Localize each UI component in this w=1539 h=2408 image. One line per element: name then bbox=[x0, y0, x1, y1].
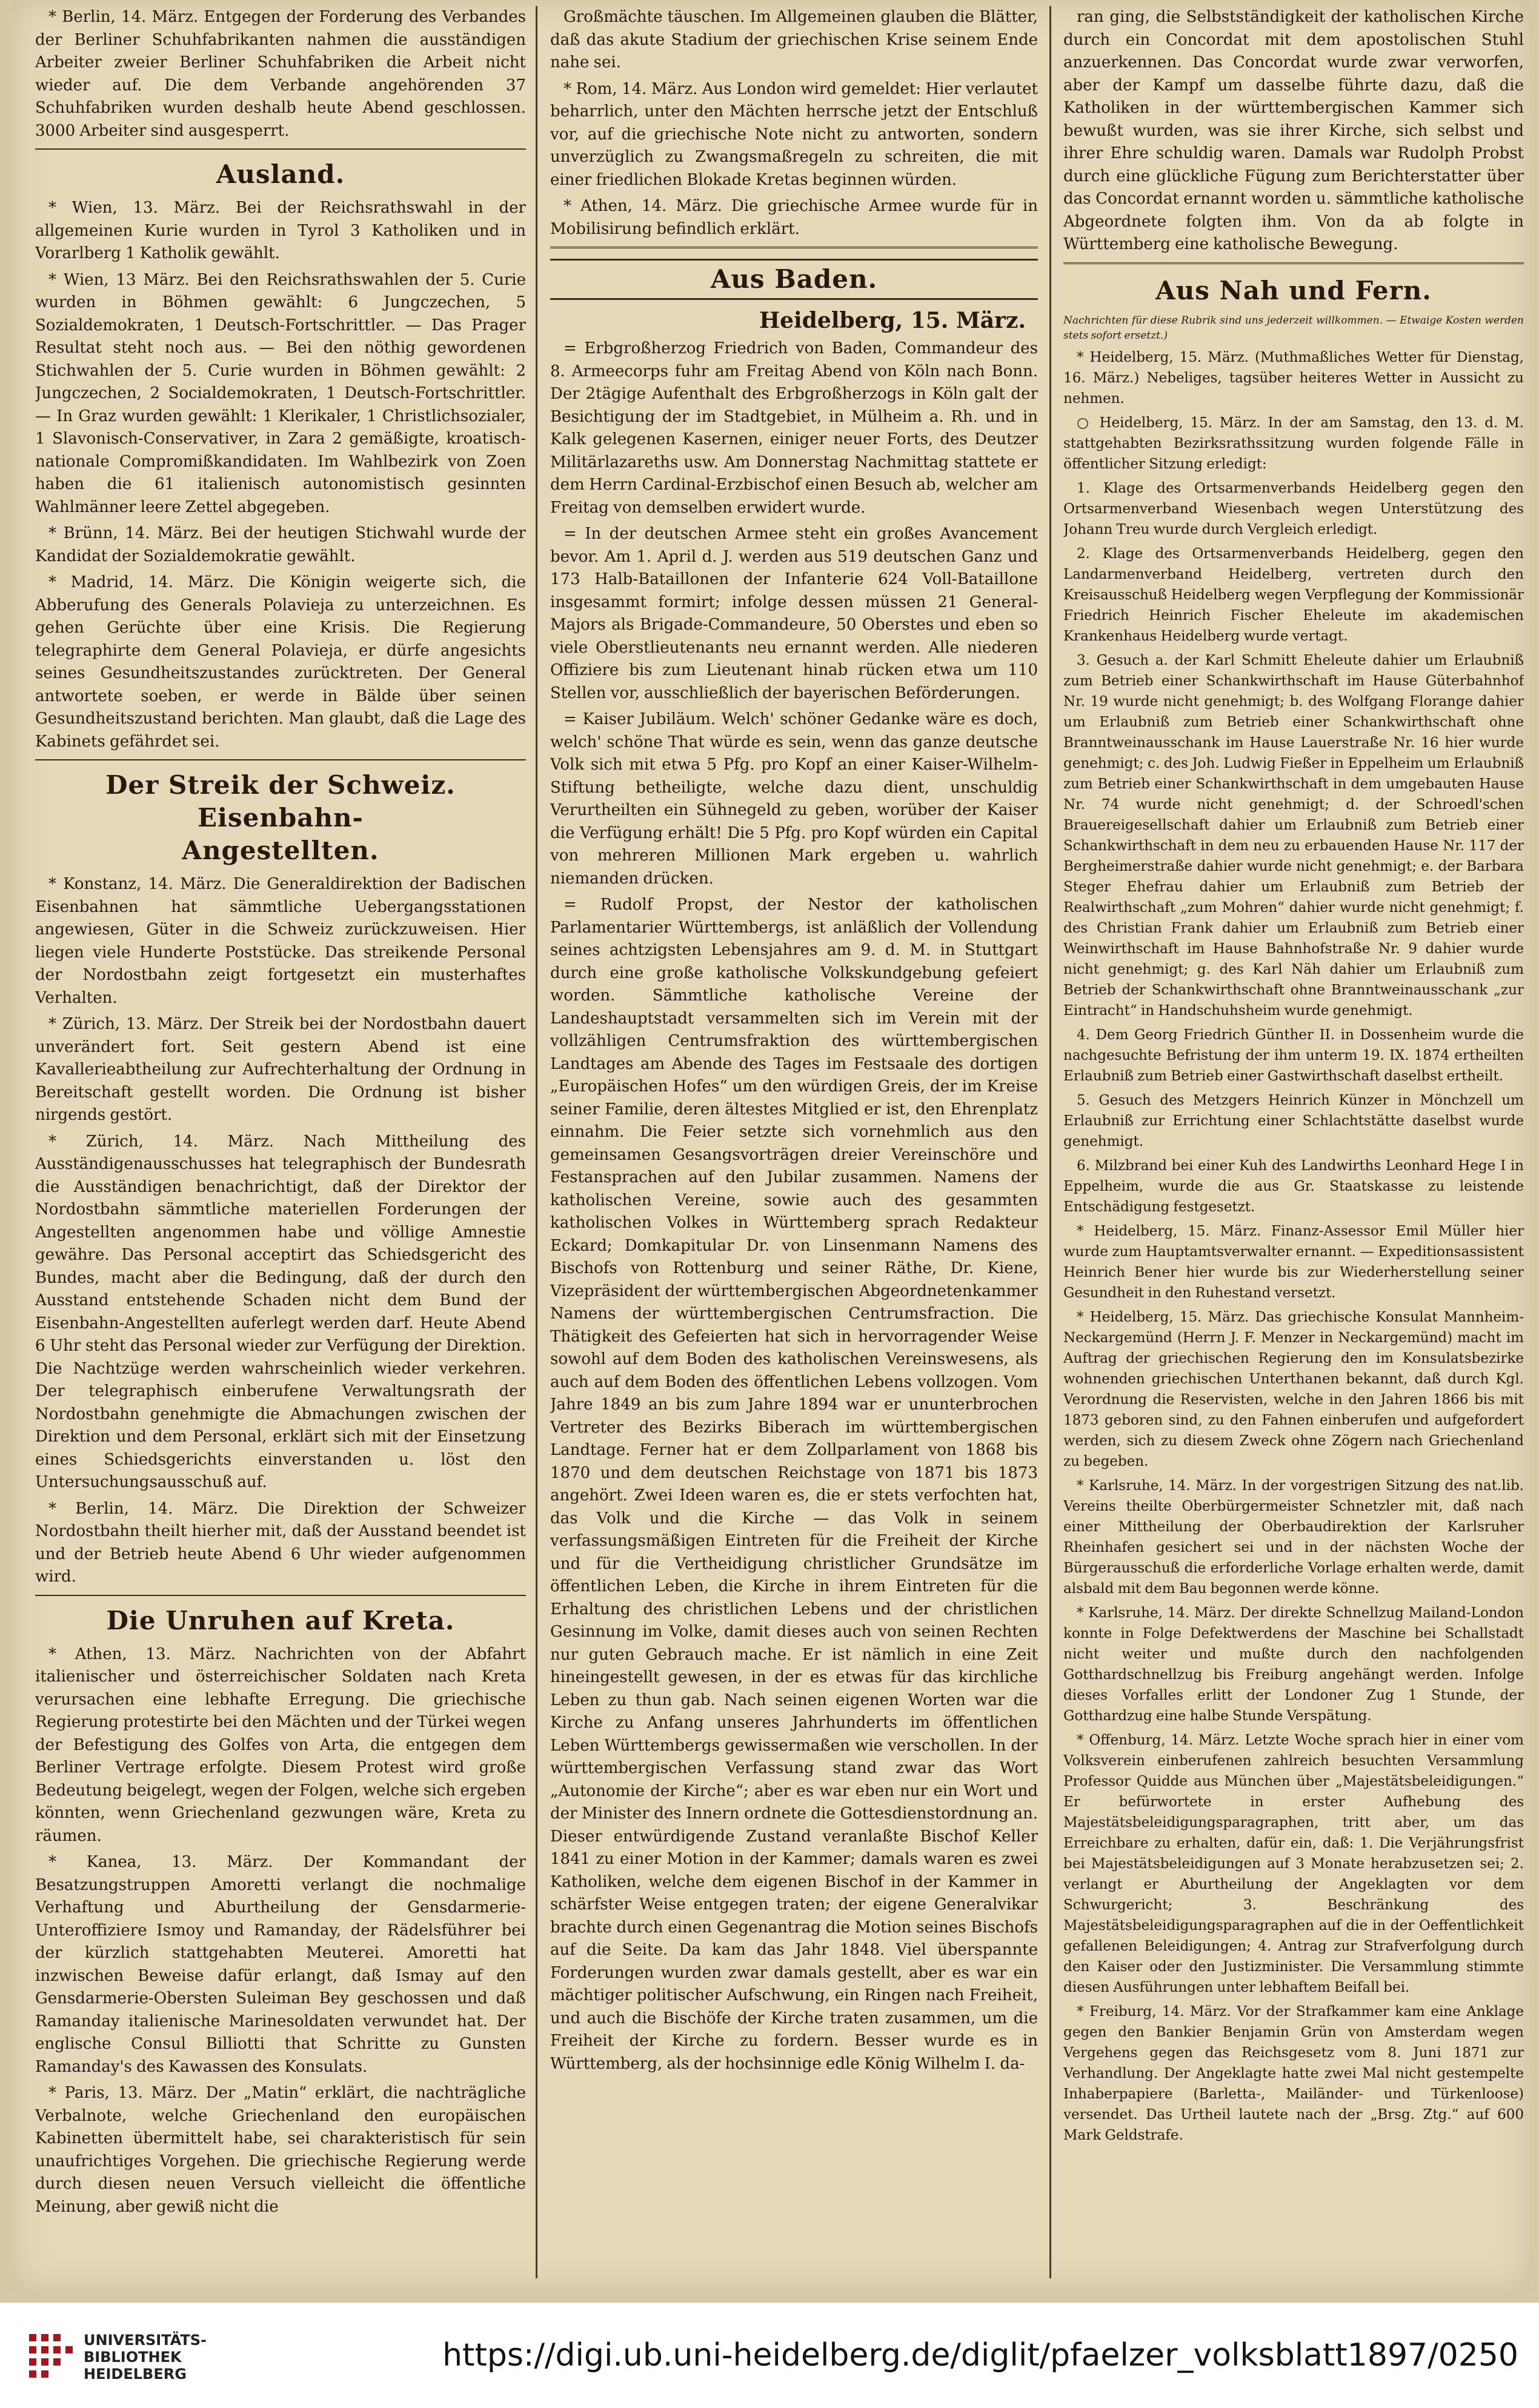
article-paragraph: * Offenburg, 14. März. Letzte Woche sprach hier in einer vom Volksverein einberufenen zahlreich besuchten Versammlung Professor Quidde aus München über „Majestätsbeleidigungen.“ Er befürwortete in erster Aufhebung des Majestätsbeleidigungsparagraphen, tritt aber, um das Erreichbare zu erhalten, dafür ein, daß: 1. Die Verjährungsfrist bei Majestätsbeleidigungen auf 3 Monate herabzusetzen sei; 2. verlangt er Aburtheilung der Angeklagten vor dem Schwurgericht; 3. Beschränkung des Majestätsbeleidigungsparagraphen auf die in der Oeffentlichkeit gefallenen Beleidigungen; 4. Antrag zur Strafverfolgung durch den Kaiser oder den Justizminister. Die Versammlung stimmte diesen Ausführungen unter lebhaftem Beifall bei. bbox=[1063, 1732, 1524, 1995]
heading-line: Der Streik der Schweiz. Eisenbahn- bbox=[105, 770, 456, 833]
article-paragraph: * Heidelberg, 15. März. Das griechische Konsulat Mannheim-Neckargemünd (Herrn J. F. Menzer in Neckargemünd) macht im Auftrag der griechischen Regierung den im Konsulatsbezirke wohnenden griechischen Unterthanen bekannt, daß durch Kgl. Verordnung die Reservisten, welche in den Jahren 1866 bis mit 1873 geboren sind, zu den Fahnen einberufen und aufgefordert werden, sich zu diesem Zweck ohne Zögern nach Griechenland zu begeben. bbox=[1063, 1309, 1524, 1469]
article-paragraph: * Kanea, 13. März. Der Kommandant der Besatzungstruppen Amoretti verlangt die nochmalige Verhaftung und Aburtheilung der Gensdarmerie-Unteroffiziere Ismoy und Ramanday, der Rädelsführer bei der kürzlich stattgehabten Meuterei. Amoretti hat inzwischen Beweise dafür erlangt, daß Ismay auf den Gensdarmerie-Obersten Suleiman Bey geschossen und daß Ramanday italienische Marinesoldaten verwundet hat. Der englische Consul Billiotti that Schritte zu Gunsten Ramanday's des Kawassen des Konsulats. bbox=[35, 1853, 526, 2076]
article-paragraph: * Brünn, 14. März. Bei der heutigen Stichwahl wurde der Kandidat der Sozialdemokratie gewählt. bbox=[35, 524, 526, 565]
column-right bbox=[1063, 6, 1524, 2278]
article-paragraph: * Zürich, 13. März. Der Streik bei der Nordostbahn dauert unverändert fort. Seit gestern Abend ist eine Kavallerieabtheilung zur Aufrechterhaltung der Ordnung in Bereitschaft gestellt worden. Die Ordnung ist bisher nirgends gestört. bbox=[35, 1015, 526, 1124]
editor-note: Nachrichten für diese Rubrik sind uns jederzeit willkommen. — Etwaige Kosten werden stets sofort ersetzt.) bbox=[1063, 314, 1524, 342]
section-divider bbox=[35, 1595, 526, 1596]
heading-line: Angestellten. bbox=[182, 836, 379, 865]
column-left bbox=[35, 6, 526, 2278]
section-divider bbox=[35, 148, 526, 150]
article-paragraph: * Freiburg, 14. März. Vor der Strafkammer kam eine Anklage gegen den Bankier Benjamin Grün von Amsterdam wegen Vergehens gegen das Reichsgesetz vom 8. Juni 1871 zur Verhandlung. Der Angeklagte hatte zwei Mal nicht gestempelte Inhaberpapiere (Barletta-, Mailänder- und Türkenloose) versendet. Das Urtheil lautete nach der „Brsg. Ztg.“ auf 600 Mark Geldstrafe. bbox=[1063, 2003, 1524, 2143]
article-paragraph: * Wien, 13. März. Bei der Reichsrathswahl in der allgemeinen Kurie wurden in Tyrol 3 Katholiken und in Vorarlberg 1 Katholik gewählt. bbox=[35, 199, 526, 262]
article-paragraph: * Paris, 13. März. Der „Matin“ erklärt, die nachträgliche Verbalnote, welche Griechenland den europäischen Kabinetten übermittelt habe, sei charakteristisch für sein unaufrichtiges Vorgehen. Die griechische Regierung werde durch diesen neuen Versuch vielleicht die öffentliche Meinung, aber gewiß nicht die bbox=[35, 2084, 526, 2216]
article-paragraph: * Berlin, 14. März. Die Direktion der Schweizer Nordostbahn theilt hierher mit, daß der Ausstand beendet ist und der Betrieb heute Abend 6 Uhr wieder aufgenommen wird. bbox=[35, 1499, 526, 1586]
section-divider bbox=[1063, 262, 1524, 266]
footer-bar bbox=[0, 2303, 1539, 2408]
article-paragraph: * Madrid, 14. März. Die Königin weigerte sich, die Abberufung des Generals Polavieja zu unterzeichnen. Es gehen Gerüchte über eine Krisis. Die Regierung telegraphirte dem General Polavieja, er dürfe angesichts seines Gesundheitszustandes zurücktreten. Der General antwortete soeben, er werde in Bälde über seinen Gesundheitszustand berichten. Man glaubt, daß die Lage des Kabinets gefährdet sei. bbox=[35, 573, 526, 751]
library-name-line: BIBLIOTHEK bbox=[84, 2349, 182, 2366]
section-heading-strike bbox=[35, 769, 526, 867]
article-paragraph: 6. Milzbrand bei einer Kuh des Landwirths Leonhard Hege I in Eppelheim, wurde die aus Gr. Staatskasse zu leistende Entschädigung festgesetzt. bbox=[1063, 1157, 1524, 1215]
section-heading-crete: Die Unruhen auf Kreta. bbox=[106, 1605, 455, 1635]
section-divider bbox=[35, 759, 526, 760]
column-rule bbox=[1049, 6, 1051, 2278]
article-paragraph: * Zürich, 14. März. Nach Mittheilung des Ausständigenausschusses hat telegraphisch der Bundesrath die Ausständigen benachrichtigt, daß der Direktor der Nordostbahn sämmtliche materiellen Forderungen der Angestellten angenommen habe und völlige Amnestie gewähre. Das Personal acceptirt das Schiedsgericht des Bundes, macht aber die Bedingung, daß der durch den Ausstand entstehende Schaden nicht dem Bund der Eisenbahn-Angestellten auferlegt werden darf. Heute Abend 6 Uhr steht das Personal wieder zur Verfügung der Direktion. Die Nachtzüge werden wahrscheinlich wieder verkehren. Der telegraphisch einberufene Verwaltungsrath der Nordostbahn genehmigte die Abmachungen zwischen der Direktion und dem Personal, erklärt sich mit der Einsetzung eines Schiedsgerichts einverstanden u. löst den Untersuchungsausschuß auf. bbox=[35, 1132, 526, 1491]
library-name-line: UNIVERSITÄTS- bbox=[84, 2332, 207, 2349]
article-paragraph: ran ging, die Selbstständigkeit der katholischen Kirche durch ein Concordat mit dem apostolischen Stuhl anzuerkennen. Das Concordat wurde zwar verworfen, aber der Kampf um dasselbe führte dazu, daß die Katholiken in der württembergischen Kammer sich bewußt wurden, was sie ihrer Kirche, sich selbst und ihrer Ehre schuldig waren. Damals war Rudolph Probst durch eine glückliche Fügung zum Berichterstatter über das Concordat ernannt worden u. sämmtliche katholische Abgeordnete folgten ihm. Von da ab folgte in Württemberg eine katholische Bewegung. bbox=[1063, 8, 1524, 253]
article-paragraph: * Berlin, 14. März. Entgegen der Forderung des Verbandes der Berliner Schuhfabrikanten nahmen die ausständigen Arbeiter zweier Berliner Schuhfabriken die Arbeit nicht wieder auf. Die dem Verbande angehörenden 37 Schuhfabriken wurden deshalb heute Abend geschlossen. 3000 Arbeiter sind ausgesperrt. bbox=[35, 8, 526, 140]
library-name-line: HEIDELBERG bbox=[84, 2366, 187, 2383]
article-paragraph: = In der deutschen Armee steht ein großes Avancement bevor. Am 1. April d. J. werden aus 519 deutschen Ganz und 173 Halb-Bataillonen der Infanterie 624 Voll-Bataillone insgesammt formirt; infolge dessen müssen 21 General-Majors als Brigade-Commandeure, 50 Oberstes und eben so viele Oberstlieutenants neu ernannt werden. Alle niederen Offiziere bis zum Lieutenant hinab rücken etwa um 110 Stellen vor, ausschließlich der bayerischen Beförderungen. bbox=[550, 525, 1038, 702]
article-paragraph: Großmächte täuschen. Im Allgemeinen glauben die Blätter, daß das akute Stadium der griechischen Krise seinem Ende nahe sei. bbox=[550, 8, 1038, 72]
article-paragraph: * Heidelberg, 15. März. (Muthmaßliches Wetter für Dienstag, 16. März.) Nebeliges, tagsüber heiteres Wetter in Aussicht zu nehmen. bbox=[1063, 349, 1524, 407]
article-paragraph: 3. Gesuch a. der Karl Schmitt Eheleute dahier um Erlaubniß zum Betrieb einer Schankwirthschaft im Hause Güterbahnhof Nr. 19 wurde nicht genehmigt; b. des Wolfgang Florange dahier um Erlaubniß zum Betrieb einer Schankwirthschaft ohne Branntweinausschank im Hause Lauerstraße Nr. 16 hier wurde genehmigt; c. des Joh. Ludwig Fießer in Eppelheim um Erlaubniß zum Betrieb einer Schankwirthschaft in dem umgebauten Hause Nr. 74 wurde nicht genehmigt; d. der Schroedl'schen Brauereigesellschaft dahier um Erlaubniß zum Betrieb einer Schankwirthschaft in dem neu zu erbauenden Hause Nr. 117 der Bergheimerstraße dahier wurde nicht genehmigt; e. der Barbara Steger Ehefrau dahier um Erlaubniß zum Betrieb der Realwirthschaft „zum Mohren“ dahier wurde nicht genehmigt; f. des Christian Frank dahier um Erlaubniß zum Betrieb einer Weinwirthschaft im Hause Bahnhofstraße Nr. 9 dahier wurde nicht genehmigt; g. des Karl Näh dahier um Erlaubniß zum Betrieb der Schankwirthschaft ohne Branntweinausschank „zur Eintracht“ in Handschuhsheim wurde genehmigt. bbox=[1063, 652, 1524, 1019]
article-paragraph: 5. Gesuch des Metzgers Heinrich Künzer in Mönchzell um Erlaubniß zur Errichtung einer Schlachtstätte daselbst wurde genehmigt. bbox=[1063, 1092, 1524, 1149]
source-url-link[interactable]: https://digi.ub.uni-heidelberg.de/diglit/pfaelzer_volksblatt1897/0250 bbox=[442, 2337, 1518, 2373]
column-middle bbox=[550, 6, 1038, 2278]
article-paragraph: = Kaiser Jubiläum. Welch' schöner Gedanke wäre es doch, welch' schöne That würde es sein, wenn das ganze deutsche Volk sich mit etwa 5 Pfg. pro Kopf an einer Kaiser-Wilhelm-Stiftung betheiligte, welche dazu dient, unschuldig Verurtheilten ein Sühnegeld zu geben, worüber der Kaiser die Verfügung erhält! Die 5 Pfg. pro Kopf würden ein Capital von mehreren Millionen Mark ergeben u. wahrlich niemanden drücken. bbox=[550, 710, 1038, 888]
article-paragraph: * Wien, 13 März. Bei den Reichsrathswahlen der 5. Curie wurden in Böhmen gewählt: 6 Jungczechen, 5 Sozialdemokraten, 1 Deutsch-Fortschrittler. — Das Prager Resultat steht noch aus. — Bei den nöthig gewordenen Stichwahlen der 5. Curie wurden in Böhmen gewählt: 2 Jungczechen, 2 Socialdemokraten, 1 Deutsch-Fortschrittler. — In Graz wurden gewählt: 1 Klerikaler, 1 Christlichsozialer, 1 Slavonisch-Conservativer, in Zara 2 gemäßigte, kroatisch-nationale Compromißkandidaten. Im Wahlbezirk von Zoen haben die 61 italienisch autonomistisch gesinnten Wahlmänner leere Zettel abgegeben. bbox=[35, 270, 526, 516]
article-paragraph: = Rudolf Propst, der Nestor der katholischen Parlamentarier Württembergs, ist anläßlich der Vollendung seines achtzigsten Lebensjahres am 9. d. M. in Stuttgart durch eine große katholische Volkskundgebung gefeiert worden. Sämmtliche katholische Vereine der Landeshauptstadt versammelten sich im Verein mit der vollzähligen Centrumsfraktion des württembergischen Landtages am Abende des Tages im Festsaale des dortigen „Europäischen Hofes“ um den würdigen Greis, der im Kreise seiner Familie, deren ältestes Mitglied er ist, den Ehrenplatz einnahm. Die Feier setzte sich vornehmlich aus den gemeinsamen Gesangsvorträgen dreier Vereinschöre und Festansprachen auf den Jubilar zusammen. Namens der katholischen Vereine, sowie auch des gesammten katholischen Volkes in Württemberg sprach Redakteur Eckard; Domkapitular Dr. von Linsenmann Namens des Bischofs von Rottenburg und seiner Räthe, Dr. Kiene, Vizepräsident der württembergischen Abgeordnetenkammer Namens der württembergischen Centrumsfraction. Die Thätigkeit des Gefeierten hat sich in hervorragender Weise sowohl auf dem Boden des katholischen Vereinswesens, als auch auf dem Boden des öffentlichen Lebens vollzogen. Vom Jahre 1849 an bis zum Jahre 1894 war er ununterbrochen Vertreter des Bezirks Biberach im württembergischen Landtage. Ferner hat er dem Zollparlament von 1868 bis 1870 und dem deutschen Reichstage von 1871 bis 1873 angehört. Zwei Ideen waren es, die er stets verfochten hat, das Volk und die Kirche — das Volk in seinem verfassungsmäßigen Eintreten für die Freiheit der Kirche und für die Vertheidigung christlicher Grundsätze im öffentlichen Leben, die Kirche in ihrem Eintreten für die Erhaltung des christlichen Lebens und der christlichen Gesinnung im Volke, damit dieses auch von seinen Rechten nur guten Gebrauch mache. Er ist nämlich in eine Zeit hineingestellt gewesen, in der es etwas für das kirchliche Leben zu thun gab. Nach seinen eigenen Worten war die Kirche zu Anfang unseres Jahrhunderts im öffentlichen Leben Württembergs gewissermaßen wie verschollen. In der württembergischen Verfassung stand zwar das Wort „Autonomie der Kirche“; aber es war eben nur ein Wort und der Minister des Innern ordnete die Gottesdienstordnung an. Dieser entwürdigende Zustand veranlaßte Bischof Keller 1841 zu einer Motion in der Kammer; damals waren es zwei Katholiken, welche dem eigenen Bischof in der Kammer in schärfster Weise entgegen traten; der eigene Generalvikar brachte durch einen Gegenantrag die Motion seines Bischofs auf die Seite. Da kam das Jahr 1848. Viel überspannte Forderungen wurden zwar damals gestellt, aber es war ein mächtiger politischer Aufschwung, ein Ringen nach Freiheit, und auch die Bischöfe der Kirche traten zusammen, um die Freiheit der Kirche zu fordern. Besser wurde es in Württemberg, als der hochsinnige edle König Wilhelm I. da- bbox=[550, 896, 1038, 2073]
section-divider bbox=[550, 247, 1038, 250]
article-paragraph: 1. Klage des Ortsarmenverbands Heidelberg gegen den Ortsarmenverband Wiesenbach wegen Unterstützung des Johann Treu wurde durch Vergleich erledigt. bbox=[1063, 480, 1524, 537]
article-paragraph: 2. Klage des Ortsarmenverbands Heidelberg, gegen den Landarmenverband Heidelberg, vertreten durch den Kreisausschuß Heidelberg wegen Verpflegung der Kommissionär Friedrich Heinrich Fischer Eheleute im akademischen Krankenhaus Heidelberg wurde vertagt. bbox=[1063, 545, 1524, 644]
column-rule bbox=[536, 6, 537, 2278]
article-paragraph: 4. Dem Georg Friedrich Günther II. in Dossenheim wurde die nachgesuchte Befristung der ihm unterm 19. IX. 1874 ertheilten Erlaubniß zum Betrieb einer Gastwirthschaft daselbst ertheilt. bbox=[1063, 1026, 1524, 1084]
article-paragraph: * Karlsruhe, 14. März. Der direkte Schnellzug Mailand-London konnte in Folge Defektwerdens der Maschine bei Schallstadt nicht weiter und mußte durch den nachfolgenden Gotthardschnellzug bis Freiburg angehängt werden. Infolge dieses Vorfalles erlitt der Londoner Zug 1 Stunde, der Gotthardzug eine halbe Stunde Verspätung. bbox=[1063, 1605, 1524, 1724]
newspaper-page-scan bbox=[12, 0, 1530, 2290]
article-paragraph: * Heidelberg, 15. März. Finanz-Assessor Emil Müller hier wurde zum Hauptamtsverwalter ernannt. — Expeditionsassistent Heinrich Bener hier wurde bis zur Wiederherstellung seiner Gesundheit in den Ruhestand versetzt. bbox=[1063, 1223, 1524, 1301]
section-heading-baden: Aus Baden. bbox=[550, 259, 1038, 300]
article-paragraph: * Konstanz, 14. März. Die Generaldirektion der Badischen Eisenbahnen hat sämmtliche Uebergangsstationen angewiesen, Güter in die Schweiz zurückzuweisen. Hier liegen viele Hunderte Poststücke. Das streikende Personal der Nordostbahn zeigt fortgesetzt ein musterhaftes Verhalten. bbox=[35, 875, 526, 1007]
article-paragraph: * Rom, 14. März. Aus London wird gemeldet: Hier verlautet beharrlich, unter den Mächten herrsche jetzt der Entschluß vor, auf die griechische Note nicht zu antworten, sondern unverzüglich zu Zwangsmaßregeln zu schreiten, die mit einer friedlichen Blokade Kretas beginnen würden. bbox=[550, 79, 1038, 189]
dateline: Heidelberg, 15. März. bbox=[759, 308, 1026, 333]
article-paragraph: ○ Heidelberg, 15. März. In der am Samstag, den 13. d. M. stattgehabten Bezirksrathssitzung wurden folgende Fälle in öffentlicher Sitzung erledigt: bbox=[1063, 414, 1524, 472]
section-heading-ausland: Ausland. bbox=[216, 159, 345, 189]
section-heading-nah-fern: Aus Nah und Fern. bbox=[1155, 275, 1432, 305]
article-paragraph: * Athen, 14. März. Die griechische Armee wurde für in Mobilisirung befindlich erklärt. bbox=[550, 197, 1038, 238]
article-paragraph: * Athen, 13. März. Nachrichten von der Abfahrt italienischer und österreichischer Soldaten nach Kreta verursachen eine lebhafte Erregung. Die griechische Regierung protestirte bei den Mächten und der Türkei wegen der Befestigung des Golfes von Arta, die entgegen dem Berliner Vertrage erfolgte. Diesem Protest wird große Bedeutung beigelegt, wegen der Folgen, welche sich ergeben könnten, wenn Griechenland gezwungen wäre, Kreta zu räumen. bbox=[35, 1645, 526, 1845]
article-paragraph: = Erbgroßherzog Friedrich von Baden, Commandeur des 8. Armeecorps fuhr am Freitag Abend von Köln nach Bonn. Der 2tägige Aufenthalt des Erbgroßherzogs in Köln galt der Besichtigung der im Stadtgebiet, in Mülheim a. Rh. und in Kalk gelegenen Kasernen, einiger neuer Forts, des Deutzer Militärlazareths usw. Am Donnerstag Nachmittag stattete er dem Herrn Cardinal-Erzbischof einen Besuch ab, welcher am Freitag von demselben erwidert wurde. bbox=[550, 339, 1038, 517]
library-logo-icon bbox=[29, 2334, 73, 2378]
article-paragraph: * Karlsruhe, 14. März. In der vorgestrigen Sitzung des nat.lib. Vereins theilte Oberbürgermeister Schnetzler mit, daß nach einer Mittheilung der Oberbaudirektion der Karlsruher Rheinhafen gesichert sei und in der nächsten Woche der Bürgerausschuß die erforderliche Vorlage erhalten werde, damit alsbald mit dem Bau begonnen werde könne. bbox=[1063, 1477, 1524, 1597]
